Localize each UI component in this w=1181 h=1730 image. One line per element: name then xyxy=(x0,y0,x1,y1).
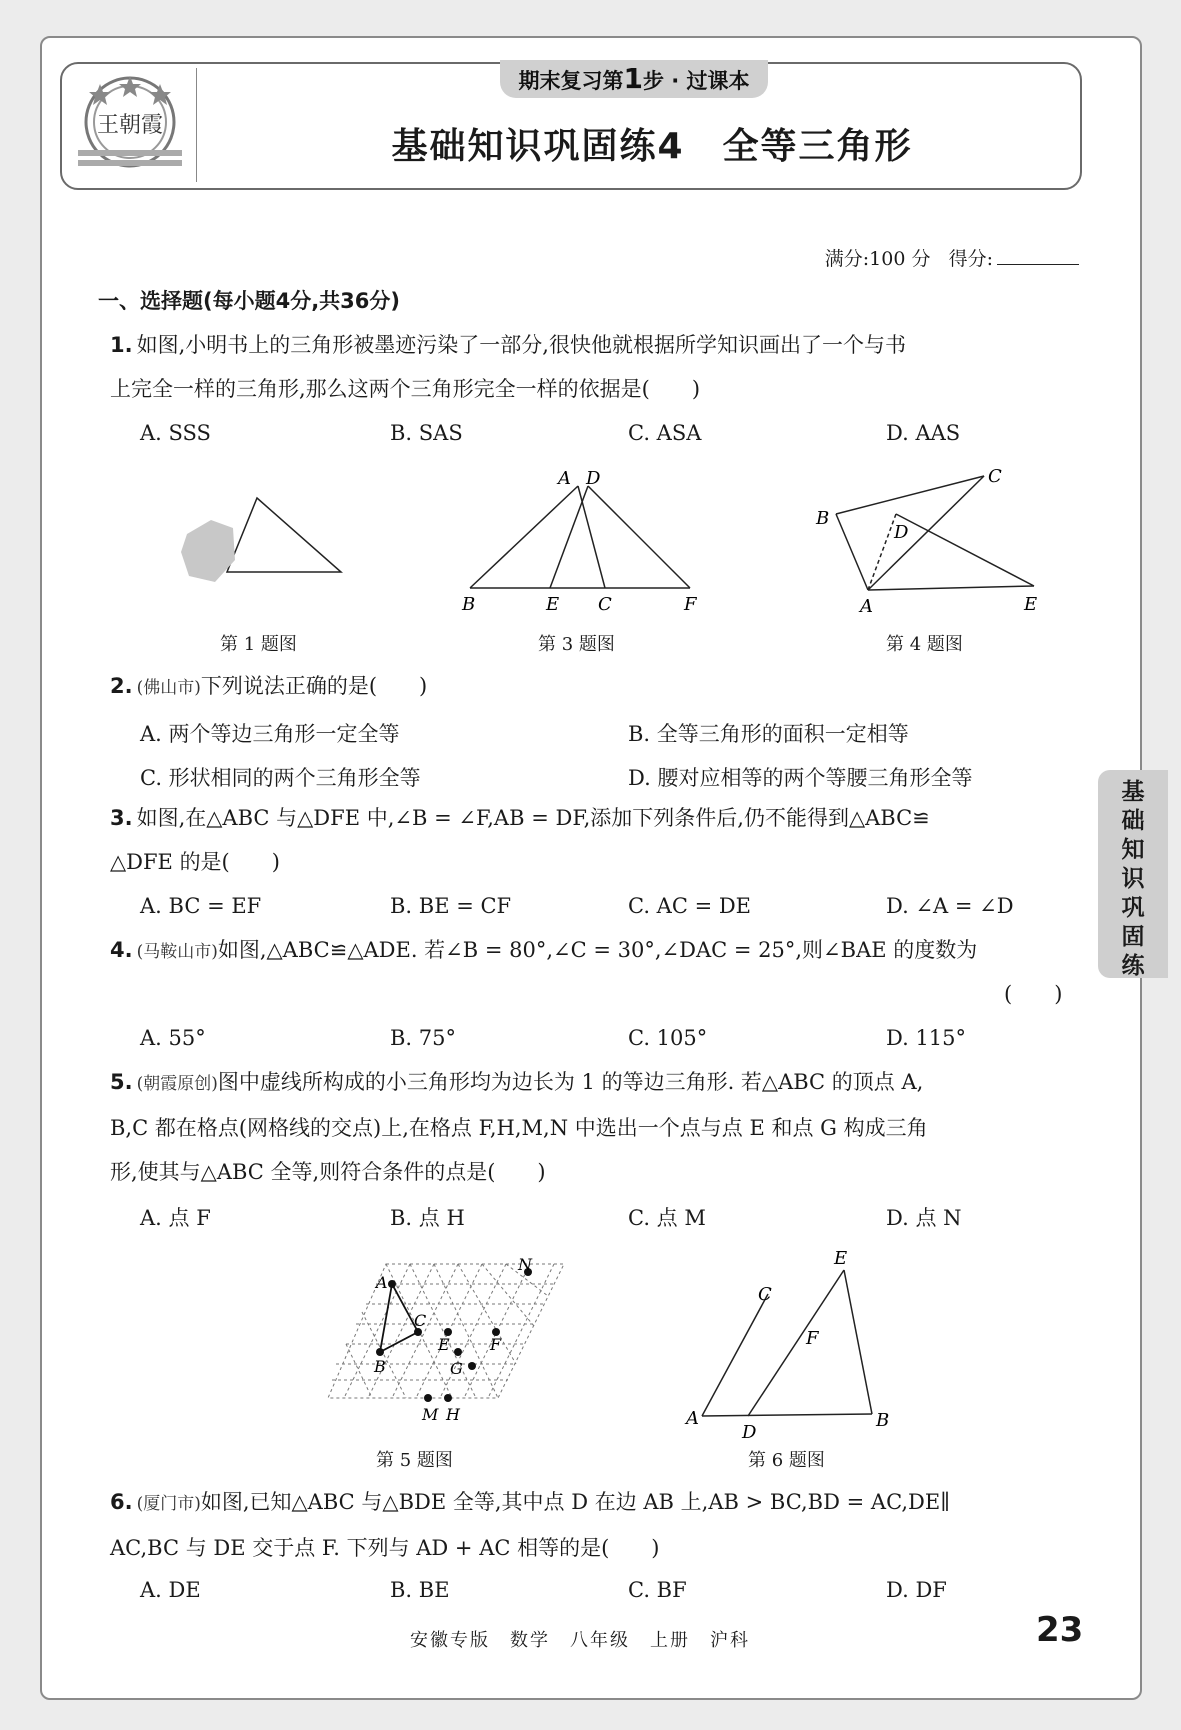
q3-option-b[interactable]: B. BE = CF xyxy=(390,894,512,918)
page-title: 基础知识巩固练4 全等三角形 xyxy=(391,126,913,167)
fig5-label-c: C xyxy=(414,1311,427,1330)
q3-option-a[interactable]: A. BC = EF xyxy=(140,894,262,918)
question-4: 4. (马鞍山市)如图,△ABC≌△ADE. 若∠B = 80°,∠C = 30°,∠DAC = 25°,则∠BAE 的度数为 xyxy=(110,938,978,962)
figure-3-caption: 第 3 题图 xyxy=(538,634,615,655)
question-3: 3. 如图,在△ABC 与△DFE 中,∠B = ∠F,AB = DF,添加下列条件后,仍不能得到△ABC≌ △DFE 的是( ) xyxy=(110,806,930,874)
q1-option-b[interactable]: B. SAS xyxy=(390,421,463,445)
fig5-label-g: G xyxy=(450,1359,463,1378)
fig4-label-b: B xyxy=(816,508,830,529)
figure-5 xyxy=(320,1256,570,1424)
question-1: 1. 如图,小明书上的三角形被墨迹污染了一部分,很快他就根据所学知识画出了一个与书 上完全一样的三角形,那么这两个三角形完全一样的依据是( ) xyxy=(110,333,906,401)
score-blank[interactable] xyxy=(997,264,1079,265)
q1-option-c[interactable]: C. ASA xyxy=(628,421,702,445)
fig6-label-e: E xyxy=(834,1248,848,1269)
figure-4 xyxy=(808,464,1058,620)
logo-divider xyxy=(196,68,197,182)
fig5-label-n: N xyxy=(518,1256,532,1274)
fig5-label-m: M xyxy=(422,1405,439,1424)
fig5-label-b: B xyxy=(374,1357,386,1376)
figure-1 xyxy=(175,490,355,590)
figure-6 xyxy=(678,1248,908,1448)
score-line: 满分:100 分 得分: xyxy=(825,244,1079,271)
q5-option-a[interactable]: A. 点 F xyxy=(140,1206,211,1230)
q4-option-d[interactable]: D. 115° xyxy=(886,1026,967,1050)
q2-option-d[interactable]: D. 腰对应相等的两个等腰三角形全等 xyxy=(628,766,973,790)
q2-option-c[interactable]: C. 形状相同的两个三角形全等 xyxy=(140,766,421,790)
figure-5-caption: 第 5 题图 xyxy=(376,1450,453,1471)
side-section-tab[interactable]: 基 础 知 识 巩 固 练 xyxy=(1098,770,1168,978)
fig3-label-f: F xyxy=(684,594,697,615)
figure-3 xyxy=(450,468,710,618)
q5-option-c[interactable]: C. 点 M xyxy=(628,1206,706,1230)
q4-option-b[interactable]: B. 75° xyxy=(390,1026,457,1050)
fig6-label-a: A xyxy=(686,1408,699,1429)
figure-6-caption: 第 6 题图 xyxy=(748,1450,825,1471)
fig3-label-e: E xyxy=(546,594,560,615)
q5-option-d[interactable]: D. 点 N xyxy=(886,1206,962,1230)
q1-option-a[interactable]: A. SSS xyxy=(140,421,211,445)
footer-edition: 安徽专版 数学 八年级 上册 沪科 xyxy=(410,1630,750,1651)
q2-option-b[interactable]: B. 全等三角形的面积一定相等 xyxy=(628,722,909,746)
q6-option-c[interactable]: C. BF xyxy=(628,1578,687,1602)
svg-text:王朝霞: 王朝霞 xyxy=(96,113,164,138)
figure-4-caption: 第 4 题图 xyxy=(886,634,963,655)
q5-option-b[interactable]: B. 点 H xyxy=(390,1206,465,1230)
q6-option-d[interactable]: D. DF xyxy=(886,1578,947,1602)
q4-answer-paren[interactable]: ( ) xyxy=(1004,982,1063,1006)
fig3-label-d: D xyxy=(586,468,601,489)
fig3-label-a: A xyxy=(558,468,571,489)
fig5-label-f: F xyxy=(490,1335,502,1354)
fig6-label-b: B xyxy=(876,1410,890,1431)
fig4-label-a: A xyxy=(860,596,873,617)
q6-option-b[interactable]: B. BE xyxy=(390,1578,450,1602)
question-6: 6. (厦门市)如图,已知△ABC 与△BDE 全等,其中点 D 在边 AB 上,AB > BC,BD = AC,DE∥ AC,BC 与 DE 交于点 F. 下列与 AD + AC 相等的是( ) xyxy=(110,1490,950,1560)
question-2: 2. (佛山市)下列说法正确的是( ) xyxy=(110,674,428,698)
fig5-label-a: A xyxy=(376,1273,388,1292)
fig4-label-e: E xyxy=(1024,594,1038,615)
question-5: 5. (朝霞原创)图中虚线所构成的小三角形均为边长为 1 的等边三角形. 若△ABC 的顶点 A, B,C 都在格点(网格线的交点)上,在格点 F,H,M,N 中选出一个点与点 E 和点 G 构成三角 形,使其与△ABC 全等,则符合条件的点是( ) xyxy=(110,1070,928,1184)
publisher-logo xyxy=(70,70,190,180)
q1-option-d[interactable]: D. AAS xyxy=(886,421,961,445)
fig3-label-c: C xyxy=(598,594,612,615)
q4-option-c[interactable]: C. 105° xyxy=(628,1026,708,1050)
review-step-tag: 期末复习第1步 · 过课本 xyxy=(500,60,768,98)
q3-option-c[interactable]: C. AC = DE xyxy=(628,894,752,918)
page-number: 23 xyxy=(1036,1610,1084,1650)
fig4-label-d: D xyxy=(894,522,909,543)
fig6-label-c: C xyxy=(758,1284,772,1305)
section-heading: 一、选择题(每小题4分,共36分) xyxy=(98,289,401,313)
q3-option-d[interactable]: D. ∠A = ∠D xyxy=(886,894,1014,918)
fig6-label-f: F xyxy=(806,1328,819,1349)
q2-option-a[interactable]: A. 两个等边三角形一定全等 xyxy=(140,722,400,746)
fig5-label-e: E xyxy=(438,1335,450,1354)
fig5-label-h: H xyxy=(446,1405,460,1424)
header-box xyxy=(60,62,1082,190)
fig3-label-b: B xyxy=(462,594,476,615)
figure-1-caption: 第 1 题图 xyxy=(220,634,297,655)
fig4-label-c: C xyxy=(988,466,1002,487)
q4-option-a[interactable]: A. 55° xyxy=(140,1026,206,1050)
fig6-label-d: D xyxy=(742,1422,757,1443)
q6-option-a[interactable]: A. DE xyxy=(140,1578,201,1602)
